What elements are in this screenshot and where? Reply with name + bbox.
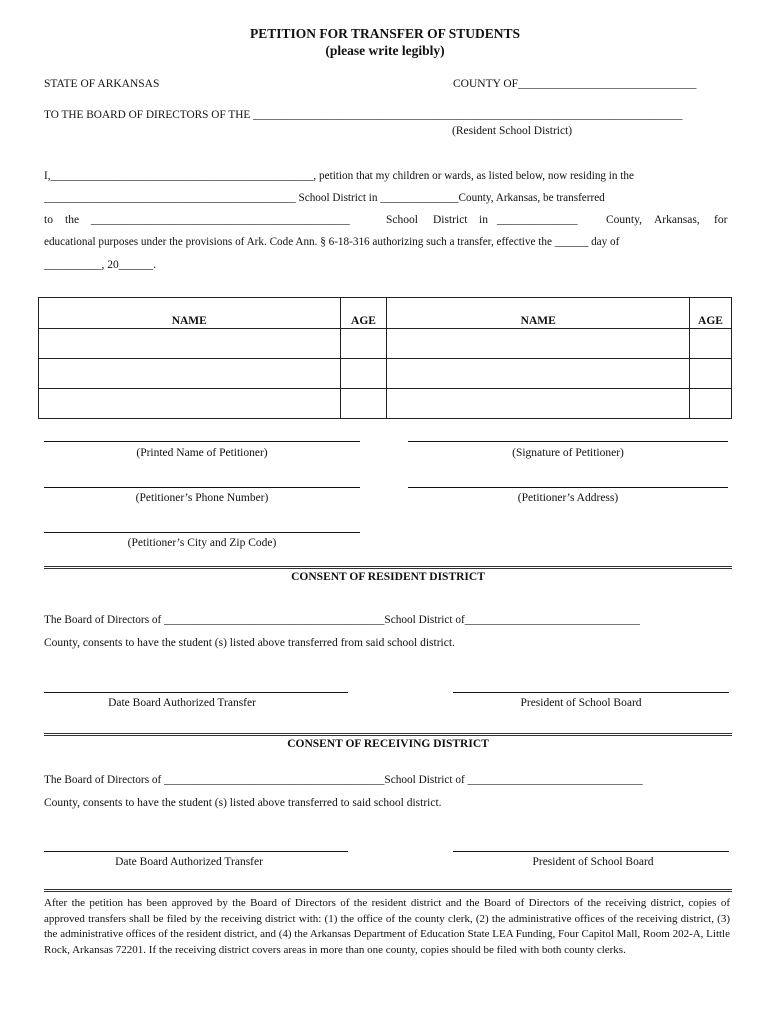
printed-name-caption: (Printed Name of Petitioner) bbox=[136, 447, 268, 459]
petition-line-3-word: District bbox=[433, 214, 468, 226]
resident-president-caption: President of School Board bbox=[520, 697, 642, 709]
receiving-consent-heading: CONSENT OF RECEIVING DISTRICT bbox=[287, 738, 489, 750]
student-age-cell[interactable] bbox=[340, 389, 387, 419]
student-name-cell[interactable] bbox=[387, 359, 690, 389]
address-caption: (Petitioner’s Address) bbox=[517, 492, 619, 504]
resident-consent-line-1[interactable]: The Board of Directors of _______________________________________School District of_______________________________ bbox=[44, 614, 640, 626]
student-name-cell[interactable] bbox=[39, 329, 341, 359]
table-row bbox=[39, 389, 732, 419]
address-line[interactable] bbox=[408, 487, 728, 488]
receiving-district-blank[interactable]: _____________________________________________ bbox=[91, 214, 350, 226]
signature-line[interactable] bbox=[408, 441, 728, 442]
receiving-consent-line-2: County, consents to have the student (s) listed above transferred to said school district. bbox=[44, 797, 442, 809]
city-zip-line[interactable] bbox=[44, 532, 360, 533]
table-header-row bbox=[39, 298, 732, 329]
table-row bbox=[39, 329, 732, 359]
petition-line-3-word: for bbox=[714, 214, 728, 226]
student-name-cell[interactable] bbox=[39, 359, 341, 389]
petition-line-3-word: the bbox=[65, 214, 80, 226]
resident-president-line[interactable] bbox=[453, 692, 729, 693]
phone-caption: (Petitioner’s Phone Number) bbox=[135, 492, 269, 504]
age-column-header: AGE bbox=[690, 298, 732, 329]
petition-line-3-word: to bbox=[44, 214, 53, 226]
state-label: STATE OF ARKANSAS bbox=[44, 78, 160, 90]
city-zip-caption: (Petitioner’s City and Zip Code) bbox=[127, 537, 277, 549]
table-row bbox=[39, 359, 732, 389]
filing-instructions: After the petition has been approved by the Board of Directors of the resident district and the Board of Directors of the receiving district, copies of approved transfers shall be filed by the receiving district with: (1) the office of the county clerk, (2) the administrative offices of the receiving district, (3) the administrative offices of the resident district, and (4) the Arkansas Department of Education State LEA Funding, Four Capitol Mall, Room 202-A, Little Rock, Arkansas 72201. If the receiving district covers areas in more than one county, copies should be filed with both county clerks. bbox=[44, 897, 730, 956]
signature-caption: (Signature of Petitioner) bbox=[512, 447, 624, 459]
student-age-cell[interactable] bbox=[690, 389, 732, 419]
printed-name-line[interactable] bbox=[44, 441, 360, 442]
section-divider bbox=[44, 733, 732, 736]
form-title: PETITION FOR TRANSFER OF STUDENTS bbox=[249, 26, 521, 41]
student-name-cell[interactable] bbox=[387, 389, 690, 419]
petition-line-3-word: School bbox=[386, 214, 418, 226]
petition-line-3-word: County, bbox=[606, 214, 642, 226]
receiving-president-caption: President of School Board bbox=[532, 856, 654, 868]
petition-line-3-word: Arkansas, bbox=[654, 214, 700, 226]
petition-line-3-word: in bbox=[479, 214, 488, 226]
petition-line-2[interactable]: _____________________________________________ School District in ______________County, Arkansas, be transferred bbox=[44, 192, 605, 204]
student-age-cell[interactable] bbox=[340, 359, 387, 389]
receiving-county-blank[interactable]: ______________ bbox=[497, 214, 578, 226]
phone-line[interactable] bbox=[44, 487, 360, 488]
petition-line-4[interactable]: educational purposes under the provisions of Ark. Code Ann. § 6-18-316 authorizing such a transfer, effective the ______ day of bbox=[44, 236, 620, 248]
resident-district-caption: (Resident School District) bbox=[452, 125, 573, 137]
petition-line-1[interactable]: I,_______________________________________________, petition that my children or wards, as listed below, now residing in the bbox=[44, 170, 634, 182]
resident-date-caption: Date Board Authorized Transfer bbox=[108, 697, 256, 709]
section-divider bbox=[44, 566, 732, 569]
student-name-cell[interactable] bbox=[387, 329, 690, 359]
name-column-header: NAME bbox=[387, 298, 690, 329]
county-field[interactable]: COUNTY OF_______________________________ bbox=[453, 78, 697, 90]
students-table bbox=[38, 297, 732, 419]
form-subtitle: (please write legibly) bbox=[325, 43, 445, 58]
name-column-header: NAME bbox=[39, 298, 341, 329]
receiving-consent-line-1[interactable]: The Board of Directors of _______________________________________School District of _______________________________ bbox=[44, 774, 643, 786]
student-age-cell[interactable] bbox=[340, 329, 387, 359]
receiving-president-line[interactable] bbox=[453, 851, 729, 852]
resident-consent-line-2: County, consents to have the student (s) listed above transferred from said school district. bbox=[44, 637, 455, 649]
petition-line-5[interactable]: __________, 20______. bbox=[44, 259, 157, 271]
receiving-date-line[interactable] bbox=[44, 851, 348, 852]
student-age-cell[interactable] bbox=[690, 359, 732, 389]
student-name-cell[interactable] bbox=[39, 389, 341, 419]
resident-consent-heading: CONSENT OF RESIDENT DISTRICT bbox=[291, 571, 485, 583]
to-board-field[interactable]: TO THE BOARD OF DIRECTORS OF THE ____________________________________________________________________________ bbox=[44, 109, 683, 121]
receiving-date-caption: Date Board Authorized Transfer bbox=[115, 856, 263, 868]
section-divider bbox=[44, 889, 732, 892]
resident-date-line[interactable] bbox=[44, 692, 348, 693]
student-age-cell[interactable] bbox=[690, 329, 732, 359]
age-column-header: AGE bbox=[340, 298, 387, 329]
